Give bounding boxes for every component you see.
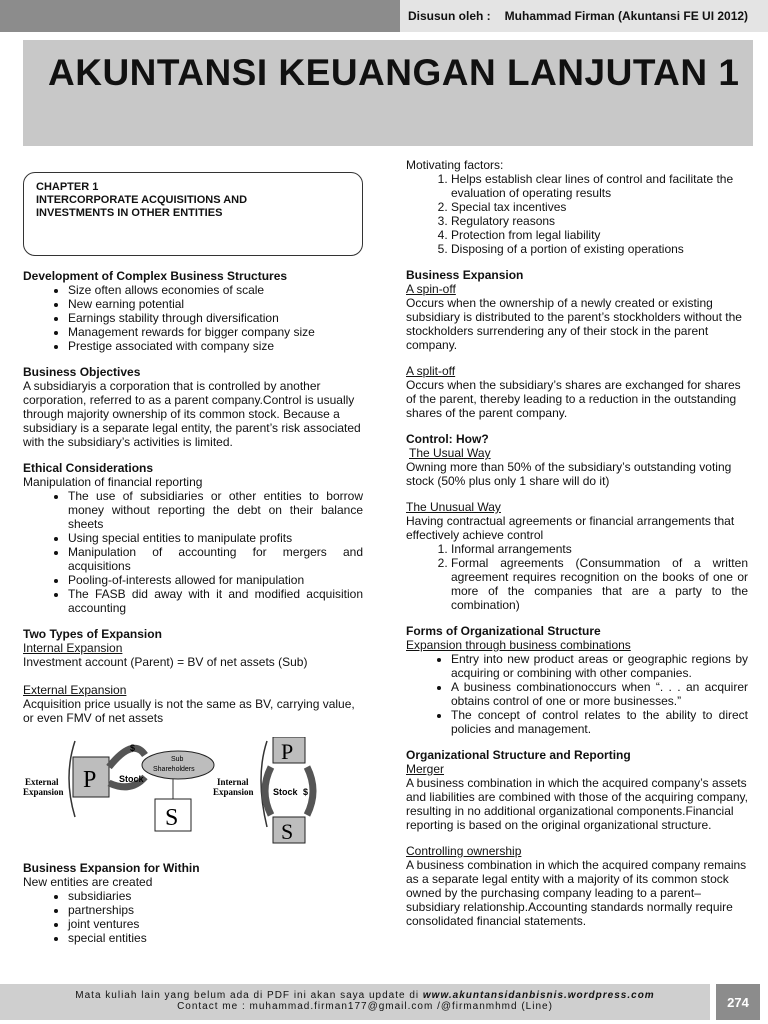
list-item: 5. Disposing of a portion of existing operations bbox=[451, 242, 748, 256]
ethics-list bbox=[23, 489, 363, 615]
unusual-section bbox=[406, 500, 748, 612]
development-section bbox=[23, 269, 363, 353]
list-item: • Using special entities to manipulate profits bbox=[68, 531, 363, 545]
org-structure-section bbox=[406, 748, 748, 832]
sub-shareholders-label-1: Sub bbox=[171, 756, 184, 763]
objectives-section bbox=[23, 365, 363, 449]
list-item: • Manipulation of accounting for mergers and acquisitions bbox=[68, 545, 363, 573]
forms-subheading: Expansion through business combinations bbox=[406, 638, 631, 652]
development-heading: Development of Complex Business Structures bbox=[23, 269, 288, 283]
usual-way-label: The Usual Way bbox=[409, 446, 491, 460]
author-line bbox=[400, 0, 768, 32]
motivating-list bbox=[406, 172, 748, 256]
list-item: 2. Special tax incentives bbox=[451, 200, 748, 214]
chapter-title-line1: INTERCORPORATE ACQUISITIONS AND bbox=[36, 194, 248, 206]
list-item: • Pooling-of-interests allowed for manipulation bbox=[68, 573, 363, 587]
unusual-list bbox=[406, 542, 748, 612]
spinoff-label: A spin-off bbox=[406, 282, 456, 296]
list-item: • joint ventures bbox=[68, 917, 363, 931]
footer bbox=[0, 984, 768, 1024]
usual-way-text: Owning more than 50% of the subsidiary’s outstanding voting stock (50% plus only 1 share will do it) bbox=[406, 460, 732, 488]
list-item: • New earning potential bbox=[68, 297, 363, 311]
internal-expansion-text: Investment account (Parent) = BV of net assets (Sub) bbox=[23, 655, 308, 669]
page-number: 274 bbox=[716, 984, 760, 1020]
objectives-text: A subsidiaryis a corporation that is controlled by another corporation, referred to as a parent company.Control is usually through majority ownership of its common stock. Because a subsidiary is a separate legal entity, the parent’s risk associated with the subsidiary’s activities is limited. bbox=[23, 379, 361, 449]
chapter-title-line2: INVESTMENTS IN OTHER ENTITIES bbox=[36, 207, 223, 219]
sub-letter-external: S bbox=[165, 805, 179, 831]
list-item: 1. Helps establish clear lines of control and facilitate the evaluation of operating results bbox=[451, 172, 748, 200]
list-item: • Earnings stability through diversification bbox=[68, 311, 363, 325]
author-name: Muhammad Firman (Akuntansi FE UI 2012) bbox=[504, 9, 749, 23]
splitoff-section bbox=[406, 364, 748, 420]
motivating-section bbox=[406, 158, 748, 256]
control-heading: Control: How? bbox=[406, 432, 489, 446]
footer-line-1 bbox=[20, 990, 710, 1001]
stock-flow-arrow-internal bbox=[265, 767, 271, 815]
unusual-way-label: The Unusual Way bbox=[406, 500, 501, 514]
spinoff-text: Occurs when the ownership of a newly created or existing subsidiary is distributed to the parent’s stockholders without the stockholders surrendering any of their stock in the parent company. bbox=[406, 296, 742, 352]
within-list bbox=[23, 889, 363, 945]
author-label: Disusun oleh : bbox=[408, 9, 491, 23]
sub-letter-internal: S bbox=[281, 819, 294, 844]
parent-letter-internal: P bbox=[281, 739, 294, 764]
forms-section bbox=[406, 624, 748, 736]
list-item: • subsidiaries bbox=[68, 889, 363, 903]
list-item: 2. Formal agreements (Consummation of a written agreement requires recognition on the books of one or more of the companies that are a party to the combination) bbox=[451, 556, 748, 612]
left-column bbox=[23, 158, 363, 957]
dollar-flow-arrow bbox=[109, 748, 145, 767]
expansion-types-section bbox=[23, 627, 363, 725]
footer-contact: Contact me : muhammad.firman177@gmail.com /@firmanmhmd (Line) bbox=[177, 1001, 553, 1012]
dollar-label-internal: $ bbox=[303, 787, 309, 797]
stock-label-external: Stock bbox=[119, 774, 144, 784]
within-section bbox=[23, 861, 363, 945]
parent-letter-external: P bbox=[83, 767, 97, 793]
list-item: • Prestige associated with company size bbox=[68, 339, 363, 353]
internal-diagram-label-1: Internal bbox=[217, 777, 249, 787]
header-dark-block bbox=[0, 0, 400, 32]
merger-text: A business combination in which the acquired company’s assets and liabilities are combined with those of the acquiring company, resulting in no additional organizational components.Financial reporting is based on the original organizational structure. bbox=[406, 776, 748, 832]
list-item: • A business combinationoccurs when “. . . an acquirer obtains control of one or more businesses.” bbox=[451, 680, 748, 708]
splitoff-text: Occurs when the subsidiary’s shares are exchanged for shares of the parent, thereby leading to a reduction in the outstanding shares of the parent company. bbox=[406, 378, 741, 420]
ethics-section bbox=[23, 461, 363, 615]
splitoff-label: A split-off bbox=[406, 364, 456, 378]
chapter-box bbox=[23, 172, 363, 256]
list-item: • The FASB did away with it and modified acquisition accounting bbox=[68, 587, 363, 615]
list-item: 4. Protection from legal liability bbox=[451, 228, 748, 242]
stock-label-internal: Stock bbox=[273, 787, 298, 797]
external-expansion-text: Acquisition price usually is not the same as BV, carrying value, or even FMV of net assets bbox=[23, 697, 355, 725]
chapter-number: CHAPTER 1 bbox=[36, 181, 99, 193]
list-item: • Size often allows economies of scale bbox=[68, 283, 363, 297]
list-item: • Entry into new product areas or geographic regions by acquiring or combining with other companies. bbox=[451, 652, 748, 680]
merger-label: Merger bbox=[406, 762, 445, 776]
list-item: • The use of subsidiaries or other entities to borrow money without reporting the debt on their balance sheets bbox=[68, 489, 363, 531]
footer-website-link[interactable]: www.akuntansidanbisnis.wordpress.com bbox=[422, 990, 655, 1001]
internal-diagram-label-2: Expansion bbox=[213, 787, 254, 797]
within-subheading: New entities are created bbox=[23, 875, 153, 889]
list-item: 3. Regulatory reasons bbox=[451, 214, 748, 228]
list-item: • partnerships bbox=[68, 903, 363, 917]
control-section bbox=[406, 432, 748, 488]
business-expansion-heading: Business Expansion bbox=[406, 268, 524, 282]
external-diagram-label-1: External bbox=[25, 777, 59, 787]
list-item: • Management rewards for bigger company size bbox=[68, 325, 363, 339]
footer-text bbox=[20, 990, 710, 1012]
external-expansion-label: External Expansion bbox=[23, 683, 127, 697]
header-bar bbox=[0, 0, 768, 32]
list-item: • special entities bbox=[68, 931, 363, 945]
sub-shareholders-label-2: Shareholders bbox=[153, 766, 195, 773]
right-column bbox=[406, 158, 748, 940]
within-heading: Business Expansion for Within bbox=[23, 861, 200, 875]
controlling-ownership-label: Controlling ownership bbox=[406, 844, 522, 858]
document-title: AKUNTANSI KEUANGAN LANJUTAN 1 bbox=[48, 52, 740, 93]
motivating-heading: Motivating factors: bbox=[406, 158, 504, 172]
business-expansion-section bbox=[406, 268, 748, 352]
external-diagram-label-2: Expansion bbox=[23, 787, 64, 797]
ethics-subheading: Manipulation of financial reporting bbox=[23, 475, 203, 489]
unusual-way-text: Having contractual agreements or financial arrangements that effectively achieve control bbox=[406, 514, 735, 542]
expansion-types-heading: Two Types of Expansion bbox=[23, 627, 162, 641]
org-structure-heading: Organizational Structure and Reporting bbox=[406, 748, 631, 762]
expansion-diagram bbox=[23, 737, 363, 857]
development-list bbox=[23, 283, 363, 353]
title-banner bbox=[23, 40, 753, 146]
forms-list bbox=[406, 652, 748, 736]
internal-expansion-label: Internal Expansion bbox=[23, 641, 123, 655]
objectives-heading: Business Objectives bbox=[23, 365, 141, 379]
list-item: 1. Informal arrangements bbox=[451, 542, 748, 556]
list-item: • The concept of control relates to the ability to direct policies and management. bbox=[451, 708, 748, 736]
expansion-diagram-svg bbox=[23, 737, 363, 857]
dollar-label-external: $ bbox=[130, 743, 136, 753]
ethics-heading: Ethical Considerations bbox=[23, 461, 154, 475]
controlling-ownership-text: A business combination in which the acquired company remains as a separate legal entity with a majority of its common stock owned by the purchasing company leading to a parent–subsidiary relationship.Accounting standards normally require consolidated financial statements. bbox=[406, 858, 747, 928]
forms-heading: Forms of Organizational Structure bbox=[406, 624, 601, 638]
footer-update-text: Mata kuliah lain yang belum ada di PDF ini akan saya update di bbox=[75, 990, 420, 1001]
controlling-ownership-section bbox=[406, 844, 748, 928]
